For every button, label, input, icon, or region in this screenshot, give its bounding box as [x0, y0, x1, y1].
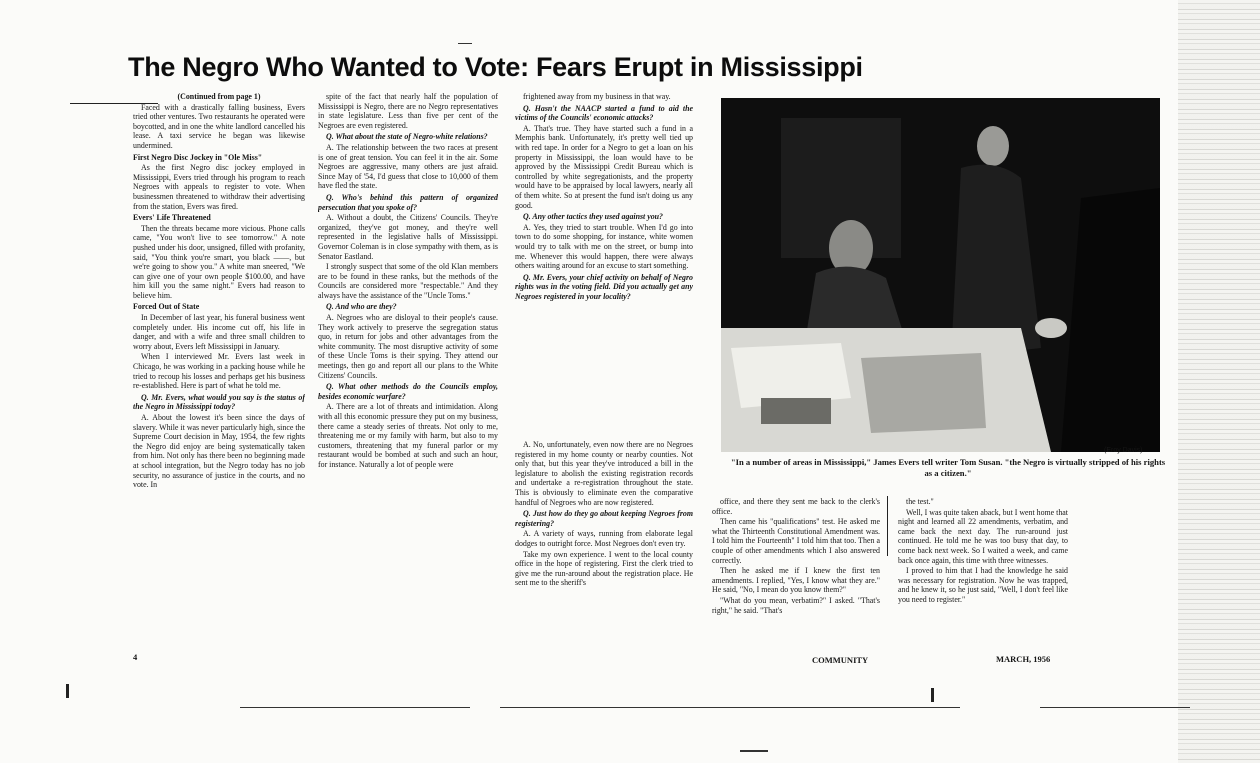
paragraph: Then came his "qualifications" test. He asked me what the Thirteenth Constitutional Amendment was. I told him the Fourteenth" I told him that too. Then a couple of other amendments which I also answered correctly.	[712, 517, 880, 565]
question: Q. Who's behind this pattern of organized persecution that you spoke of?	[318, 192, 498, 212]
paragraph: office, and there they sent me back to the clerk's office.	[712, 497, 880, 516]
scan-mark	[458, 43, 472, 44]
paragraph: Well, I was quite taken aback, but I went home that night and learned all 22 amendments, verbatim, and came back the next day. The run-around just continued. He told me he was too busy that day, to come back next week. So I waited a week, and came back once again, this time with three witnesses.	[898, 507, 1068, 565]
continued-line: (Continued from page 1)	[177, 92, 261, 101]
paragraph: Take my own experience. I went to the local county office in the hope of registering. First the clerk tried to give me the run-around about the registration place. He sent me to the sheriff's	[515, 549, 693, 588]
page-number: 4	[133, 652, 138, 662]
question: Q. And who are they?	[326, 302, 397, 312]
paragraph: When I interviewed Mr. Evers last week in Chicago, he was working in a packing house while he tried to recoup his losses and perhaps get his business re-established. Here is part of what he told me.	[133, 352, 305, 391]
paragraph: Then he asked me if I knew the first ten amendments. I replied, "Yes, I know what they are." He said, "No, I mean do you know them?"	[712, 566, 880, 595]
publication-name: COMMUNITY	[812, 655, 869, 665]
paragraph: frightened away from my business in that way.	[523, 92, 671, 101]
headline: The Negro Who Wanted to Vote: Fears Erupt in Mississippi	[128, 52, 863, 82]
article-column-4	[712, 497, 880, 649]
article-column-5	[898, 497, 1068, 649]
question: Q. What other methods do the Councils employ, besides economic warfare?	[318, 382, 498, 401]
subhead: First Negro Disc Jockey in "Ole Miss"	[133, 152, 263, 162]
paragraph: I strongly suspect that some of the old Klan members are to be found in these ranks, but the methods of the Councils are considered more "respectable." And they always have the assistance of the "Uncle Toms."	[318, 262, 498, 300]
paragraph: the test."	[906, 497, 934, 506]
answer: A. About the lowest it's been since the days of slavery. While it was never particularly high, since the Supreme Court decision in May, 1954, the few rights the Negro did enjoy are being systematically taken from him. Not only has there been no beginning made at school integration, but the Negro today has no job security, no assurance of justice in the courts, and no vote. In	[133, 413, 305, 490]
answer: A. There are a lot of threats and intimidation. Along with all this economic pressure they put on my business, there came a steady series of threats. Not only to me, threatening me or my family with harm, but also to my customers, threatening that my funeral parlor or my restaurant would be bombed at such and such an hour, for instance. Naturally a lot of people were	[318, 402, 498, 469]
paragraph: In December of last year, his funeral business went completely under. His income cut off, his life in danger, and with a wife and three small children to worry about, Evers left Mississippi in January.	[133, 313, 305, 351]
scan-mark	[500, 707, 960, 708]
column-rule	[887, 496, 888, 556]
photo-scene	[721, 98, 1160, 452]
paragraph: As the first Negro disc jockey employed in Mississippi, Evers tried through his program to reach Negroes with appeals to register to vote. When businessmen threatened to withdraw their advertising from the station, Evers was fired.	[133, 163, 305, 211]
paragraph: I proved to him that I had the knowledge he said was necessary for registration. Now he was trapped, and he knew it, so he just said, "Well, I don't feel like you need to register."	[898, 566, 1068, 604]
answer: A. No, unfortunately, even now there are no Negroes registered in my home county or nearby counties. Not only that, but this year they've introduced a bill in the legislature to abolish the existing registration records and undertake a re-registration throughout the state. This is obviously to eliminate even the comparative handful of Negroes who are now registered.	[515, 440, 693, 507]
article-column-1	[133, 92, 305, 647]
news-photo	[721, 98, 1160, 452]
scan-edge-noise	[1178, 0, 1260, 763]
subhead: Evers' Life Threatened	[133, 213, 211, 223]
answer: A. Yes, they tried to start trouble. When I'd go into town to do some shopping, for instance, white women would try to talk with me on the street, or bump into me. Whenever this would happen, there were always others waiting around for an excuse to start something.	[515, 222, 693, 271]
answer: A. Negroes who are disloyal to their people's cause. They work actively to preserve the segregation status quo, in return for jobs and other advantages from the white community. The most disruptive activity of some of these Uncle Toms is their spying. They attend our meetings, then go and report all our plans to the White Citizens' Councils.	[318, 313, 498, 380]
question: Q. What about the state of Negro-white relations?	[326, 132, 488, 142]
paragraph: spite of the fact that nearly half the population of Mississippi is Negro, there are no Negro representatives in state legislature. Less than five per cent of the Negroes are even registered.	[318, 92, 498, 130]
article-column-3-lower	[515, 440, 693, 650]
article-column-3	[515, 92, 693, 434]
paragraph: Then the threats became more vicious. Phone calls came, "You won't live to see tomorrow." A note pushed under his door, unsigned, filled with profanity, said, "You think you're smart, you black ——, but we're going to show you." A white man sneered, "We can give one of your own people $100.00, and have him kill you the same night." Evers had reason to believe him.	[133, 223, 305, 300]
question: Q. Any other tactics they used against you?	[523, 212, 663, 222]
answer: A. A variety of ways, running from elaborate legal dodges to outright force. Most Negroes don't even try.	[515, 529, 693, 548]
answer: A. Without a doubt, the Citizens' Councils. They're organized, they've got money, and they're well represented in the legislative halls of Mississippi. Governor Coleman is in close sympathy with them, as is Senator Eastland.	[318, 213, 498, 261]
answer: A. That's true. They have started such a fund in a Memphis bank. Unfortunately, it's pretty well tied up with red tape. In order for a Negro to get a loan on his property in Mississippi, the loan would have to be approved by the Mississippi Credit Bureau which is controlled by white segregationists, and the property would have to be appraised by local lawyers, nearly all of them white. So at present the fund isn't doing us any good.	[515, 123, 693, 210]
question: Q. Mr. Evers, your chief activity on behalf of Negro rights was in the voting field. Did you actually get any Negroes registered in your locality?	[515, 272, 693, 301]
question: Q. Just how do they go about keeping Negroes from registering?	[515, 509, 693, 528]
photo-caption: "In a number of areas in Mississippi," James Evers tell writer Tom Susan. "the Negro is virtually stripped of his rights as a citizen."	[730, 457, 1166, 478]
article-column-2	[318, 92, 498, 647]
scan-mark	[66, 684, 69, 698]
subhead: Forced Out of State	[133, 302, 200, 312]
photo-credit: (Eroy Davis)	[1104, 447, 1143, 454]
scan-mark	[240, 707, 470, 708]
paragraph: "What do you mean, verbatim?" I asked. "That's right," he said. "That's	[712, 595, 880, 615]
scan-mark	[931, 688, 934, 702]
answer: A. The relationship between the two races at present is one of great tension. You can feel it in the air. Some Negroes are aggressive, many others are just afraid. Since May of '54, I'd guess that close to 10,000 of them have fled the state.	[318, 142, 498, 191]
scan-mark	[1040, 707, 1190, 708]
issue-date: MARCH, 1956	[996, 654, 1051, 664]
question: Q. Mr. Evers, what would you say is the status of the Negro in Mississippi today?	[133, 392, 305, 412]
scan-mark	[740, 750, 768, 752]
paragraph: Faced with a drastically falling business, Evers tried other ventures. Two restaurants he operated were boycotted, and in one the white landlord cancelled his lease. A taxi service he began was likewise undermined.	[133, 102, 305, 150]
question: Q. Hasn't the NAACP started a fund to aid the victims of the Councils' economic attacks?	[515, 103, 693, 123]
